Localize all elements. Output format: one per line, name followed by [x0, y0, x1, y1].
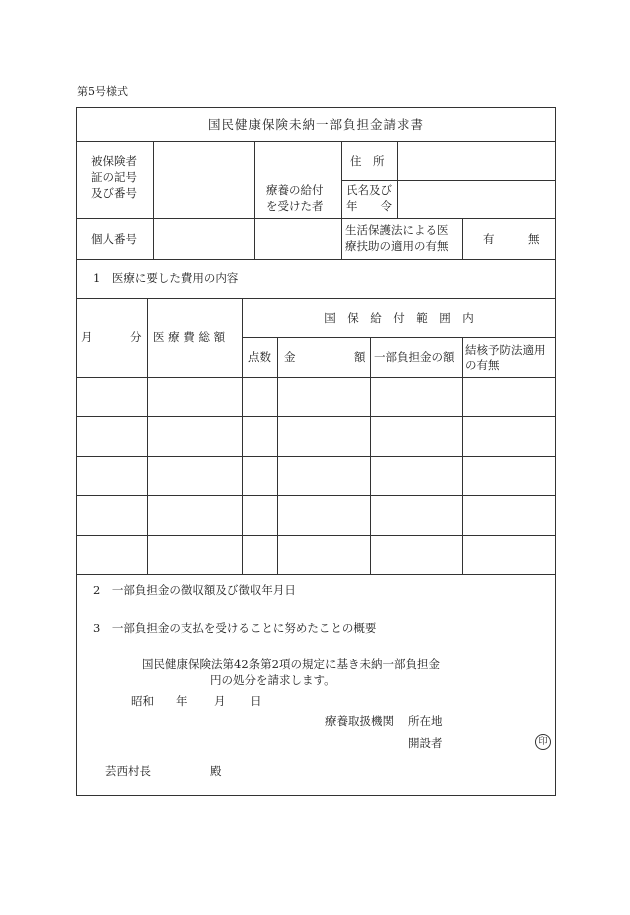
- rule-table-row: [76, 495, 556, 496]
- welfare-no: 無: [528, 232, 540, 246]
- date-day: 日: [250, 694, 262, 708]
- rule-address-bottom: [341, 180, 556, 181]
- recipient-label-line1: 療養の給付: [266, 183, 324, 197]
- rule-table-col5: [462, 337, 463, 574]
- rule-table-row: [76, 535, 556, 536]
- rule-table-bottom: [76, 574, 556, 575]
- section2-heading: 2 一部負担金の徴収額及び徴収年月日: [93, 583, 296, 597]
- personal-number-label: 個人番号: [91, 232, 137, 246]
- rule-table-col4: [370, 337, 371, 574]
- rule-header-col5: [462, 218, 463, 259]
- address-label: 住 所: [350, 154, 385, 168]
- col-amount-a: 金: [284, 350, 296, 364]
- date-month: 月: [214, 694, 226, 708]
- rule-table-col2: [242, 298, 243, 574]
- welfare-yes: 有: [483, 232, 495, 246]
- insured-id-label-line1: 被保険者: [91, 154, 137, 168]
- insured-id-label-line2: 証の記号: [91, 170, 137, 184]
- col-points: 点数: [248, 350, 271, 364]
- section1-heading: 1 医療に要した費用の内容: [93, 271, 239, 285]
- rule-header-col1: [153, 141, 154, 259]
- rule-header-col2: [254, 141, 255, 259]
- rule-table-header-bottom: [76, 377, 556, 378]
- col-scope: 国 保 給 付 範 囲 内: [324, 311, 474, 325]
- rule-header-col3: [341, 141, 342, 259]
- founder-label: 開設者: [408, 736, 443, 750]
- col-month: 月: [81, 330, 93, 344]
- col-tb-line2: の有無: [465, 358, 500, 372]
- honorific: 殿: [210, 764, 222, 778]
- request-line2: 円の処分を請求します。: [210, 673, 336, 687]
- rule-title-bottom: [76, 141, 556, 142]
- col-copay: 一部負担金の額: [374, 350, 455, 364]
- name-age-label-line2: 年 令: [346, 199, 392, 213]
- col-tb-line1: 結核予防法適用: [465, 343, 546, 357]
- name-age-label-line1: 氏名及び: [346, 183, 392, 197]
- rule-table-col1: [147, 298, 148, 574]
- date-era: 昭和: [131, 694, 154, 708]
- request-line1: 国民健康保険法第42条第2項の規定に基き未納一部負担金: [142, 657, 440, 671]
- col-total: 医 療 費 総 額: [153, 330, 226, 344]
- date-year: 年: [176, 694, 188, 708]
- col-day: 分: [130, 330, 142, 344]
- rule-header-bottom: [76, 259, 556, 260]
- rule-table-row: [76, 416, 556, 417]
- seal-mark: 印: [535, 734, 551, 750]
- institution-label: 療養取扱機関: [325, 714, 394, 728]
- welfare-label-line1: 生活保護法による医: [345, 223, 449, 237]
- rule-table-col3: [277, 337, 278, 574]
- insured-id-label-line3: 及び番号: [91, 186, 137, 200]
- location-label: 所在地: [408, 714, 443, 728]
- rule-header-col4: [397, 141, 398, 218]
- rule-row1-bottom: [76, 218, 556, 219]
- welfare-label-line2: 療扶助の適用の有無: [345, 239, 449, 253]
- section3-heading: 3 一部負担金の支払を受けることに努めたことの概要: [93, 621, 377, 635]
- recipient-label-line2: を受けた者: [266, 199, 324, 213]
- rule-table-row: [76, 456, 556, 457]
- col-amount-b: 額: [354, 350, 366, 364]
- rule-section1-heading-bottom: [76, 298, 556, 299]
- addressee: 芸西村長: [105, 764, 151, 778]
- form-number: 第5号様式: [77, 85, 128, 98]
- rule-scope-bottom: [242, 337, 556, 338]
- form-title: 国民健康保険未納一部負担金請求書: [207, 117, 424, 132]
